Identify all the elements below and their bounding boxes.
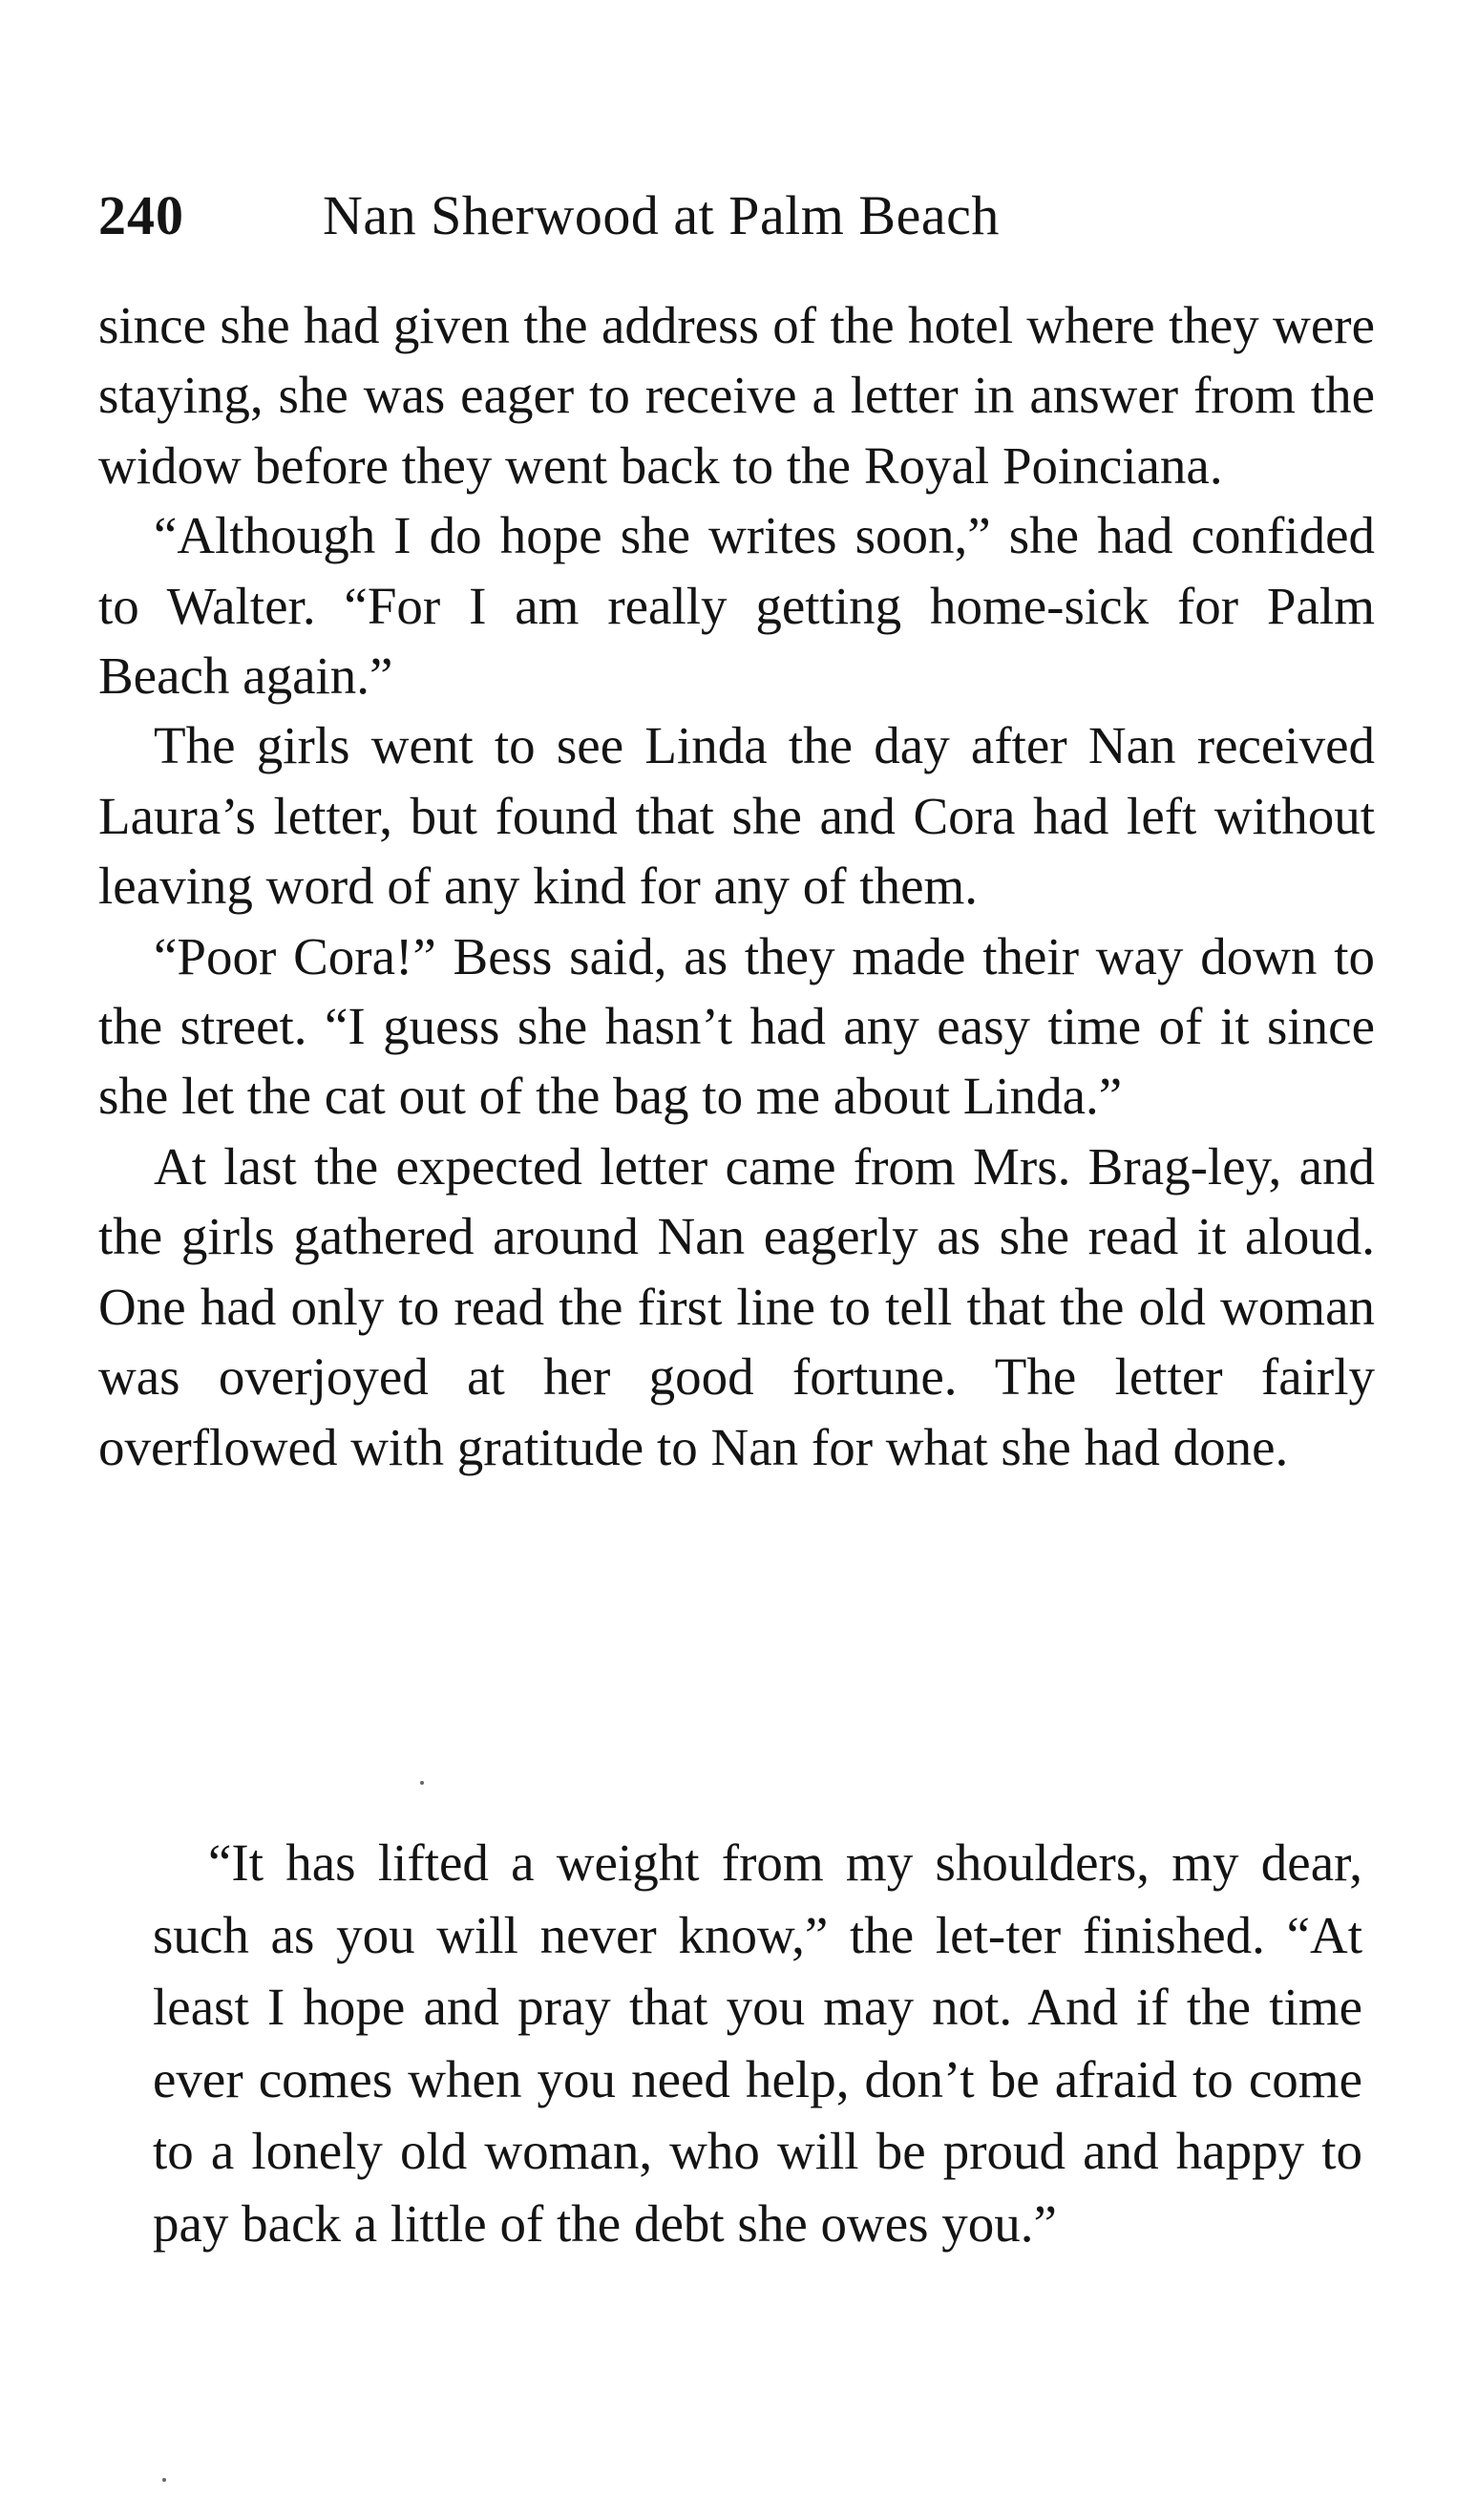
- paragraph: The girls went to see Linda the day after Nan received Laura’s letter, but found that she and Cora had left without leaving word of any kind for any of them.: [98, 716, 1375, 916]
- quoted-letter: “It has lifted a weight from my shoulders, my dear, such as you will never know,” the let-ter finished. “At least I hope and pray that you may not. And if the time ever comes when you need help, don’t be afraid to come to a lonely old woman, who will be proud and happy to pay back a little of the debt she owes you.”: [153, 1833, 1362, 2253]
- running-title: Nan Sherwood at Palm Beach: [323, 184, 1000, 246]
- body-text: [98, 290, 1375, 1482]
- paragraph: “Poor Cora!” Bess said, as they made their way down to the street. “I guess she hasn’t had any easy time of it since she let the cat out of the bag to me about Linda.”: [98, 926, 1375, 1126]
- paragraph: At last the expected letter came from Mrs. Brag-ley, and the girls gathered around Nan eagerly as she read it aloud. One had only to read the first line to tell that the old woman was overjoyed at her good fortune. The letter fairly overflowed with gratitude to Nan for what she had done.: [98, 1136, 1375, 1476]
- paragraph: “Although I do hope she writes soon,” she had confided to Walter. “For I am really getting home-sick for Palm Beach again.”: [98, 506, 1375, 706]
- running-header: [98, 178, 1378, 254]
- paragraph-continuation: since she had given the address of the hotel where they were staying, she was eager to receive a letter in answer from the widow before they went back to the Royal Poinciana.: [98, 296, 1375, 495]
- page-number: 240: [98, 184, 184, 246]
- print-speck: [162, 2478, 166, 2482]
- print-speck: [420, 1781, 424, 1785]
